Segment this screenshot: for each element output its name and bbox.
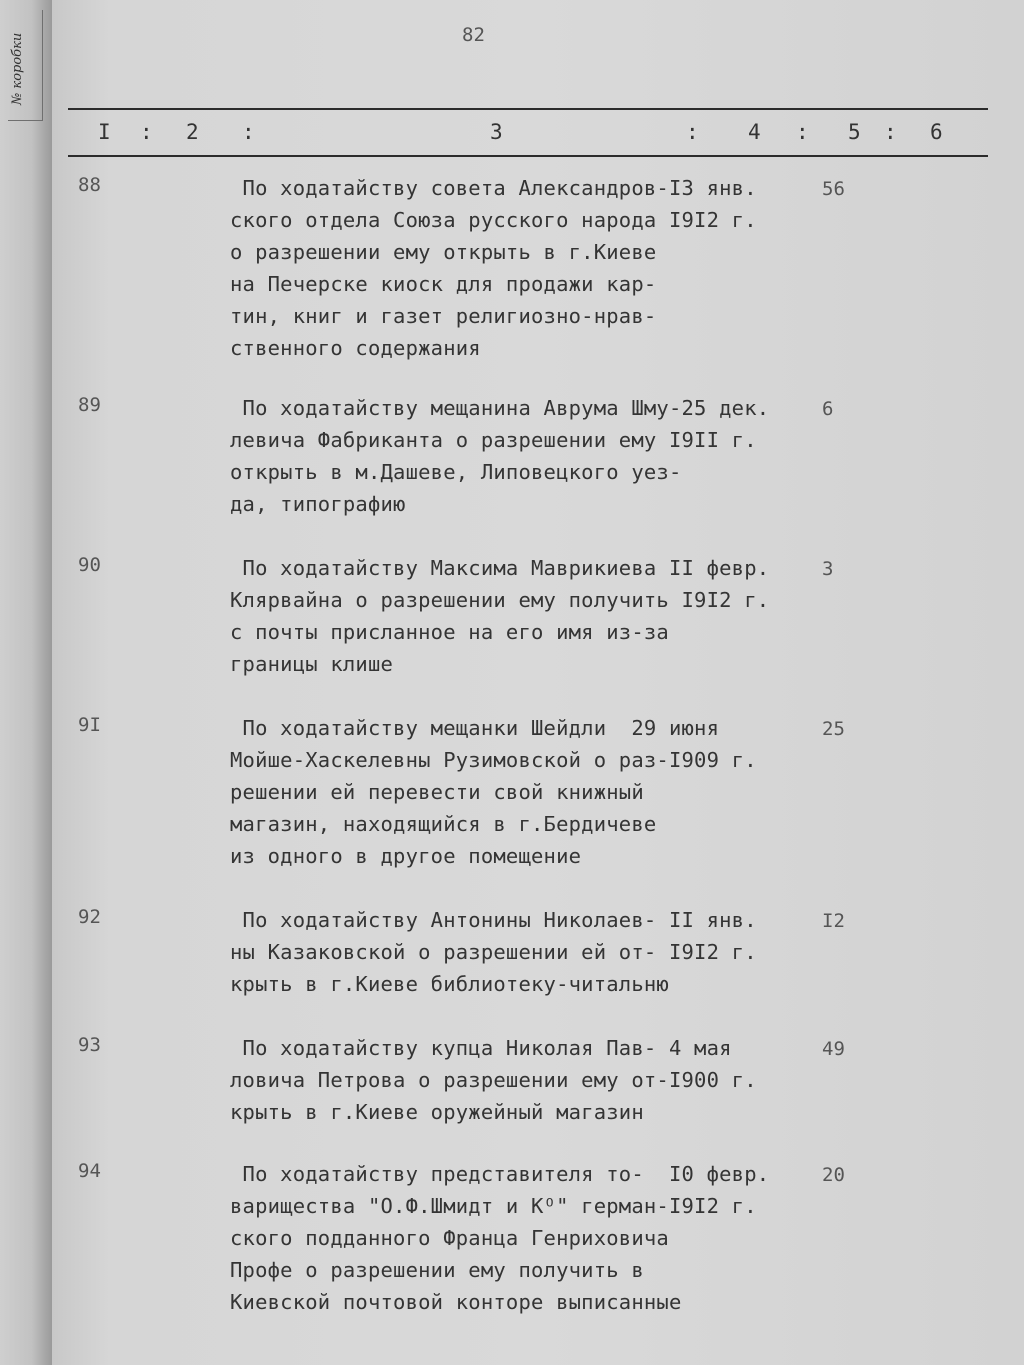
sheet-count: 56 [822,178,845,200]
entry-text-line: левича Фабриканта о разрешении ему I9II г. [230,428,757,452]
header-sep-2: : [242,120,255,144]
entry-text-line: По ходатайству совета Александров-I3 янв. [230,176,757,200]
entry-text-line: Киевской почтовой конторе выписанные [230,1290,682,1314]
entry-text-line: из одного в другое помещение [230,844,582,868]
entry-text-line: открыть в м.Дашеве, Липовецкого уез- [230,460,682,484]
entry-text-line: магазин, находящийся в г.Бердичеве [230,812,657,836]
sheet-count: 3 [822,558,834,580]
header-col-3: 3 [490,120,503,144]
entry-number: 92 [78,906,101,928]
entry-text-line: крыть в г.Киеве оружейный магазин [230,1100,644,1124]
header-sep-5: : [884,120,897,144]
entry-number: 9I [78,714,101,736]
header-sep-4: : [796,120,809,144]
entry-text-line: о разрешении ему открыть в г.Киеве [230,240,657,264]
entry-text-line: По ходатайству представителя то- I0 февр. [230,1162,770,1186]
header-bottom-rule [68,155,988,157]
entry-text-line: Клярвайна о разрешении ему получить I9I2 г. [230,588,770,612]
entry-number: 89 [78,394,101,416]
entry-number: 88 [78,174,101,196]
header-col-4: 4 [748,120,761,144]
entry-text-line: По ходатайству мещанина Аврума Шму-25 дек. [230,396,770,420]
binding-margin [0,0,53,1365]
header-col-6: 6 [930,120,943,144]
entry-text-line: границы клише [230,652,394,676]
box-number-label: № коробки [10,32,25,105]
sheet-count: 25 [822,718,845,740]
header-col-1: I [98,120,111,144]
entry-text-line: решении ей перевести свой книжный [230,780,644,804]
page-number: 82 [462,24,485,46]
entry-text-line: на Печерске киоск для продажи кар- [230,272,657,296]
header-top-rule [68,108,988,110]
entry-number: 94 [78,1160,101,1182]
entry-text-line: ловича Петрова о разрешении ему от-I900 г. [230,1068,757,1092]
header-col-5: 5 [848,120,861,144]
entry-text-line: тин, книг и газет религиозно-нрав- [230,304,657,328]
entry-text-line: да, типографию [230,492,406,516]
entry-text-line: варищества "О.Ф.Шмидт и Кᴼ" герман-I9I2 г. [230,1194,757,1218]
entry-text-line: По ходатайству Антонины Николаев- II янв. [230,908,757,932]
box-number-label-frame [8,10,43,121]
entry-text-line: ского подданного Франца Генриховича [230,1226,669,1250]
entry-text-line: Мойше-Хаскелевны Рузимовской о раз-I909 г. [230,748,757,772]
entry-text-line: Профе о разрешении ему получить в [230,1258,644,1282]
entry-text-line: По ходатайству купца Николая Пав- 4 мая [230,1036,732,1060]
entry-number: 93 [78,1034,101,1056]
entry-text-line: крыть в г.Киеве библиотеку-читальню [230,972,669,996]
sheet-count: 6 [822,398,834,420]
sheet-count: 20 [822,1164,845,1186]
entry-text-line: ского отдела Союза русского народа I9I2 г. [230,208,757,232]
entry-text-line: ны Казаковской о разрешении ей от- I9I2 г. [230,940,757,964]
entry-number: 90 [78,554,101,576]
sheet-count: I2 [822,910,845,932]
header-sep-1: : [140,120,153,144]
header-sep-3: : [686,120,699,144]
sheet-count: 49 [822,1038,845,1060]
entry-text-line: с почты присланное на его имя из-за [230,620,669,644]
header-col-2: 2 [186,120,199,144]
entry-text-line: По ходатайству мещанки Шейдли 29 июня [230,716,720,740]
entry-text-line: По ходатайству Максима Маврикиева II февр. [230,556,770,580]
entry-text-line: ственного содержания [230,336,481,360]
